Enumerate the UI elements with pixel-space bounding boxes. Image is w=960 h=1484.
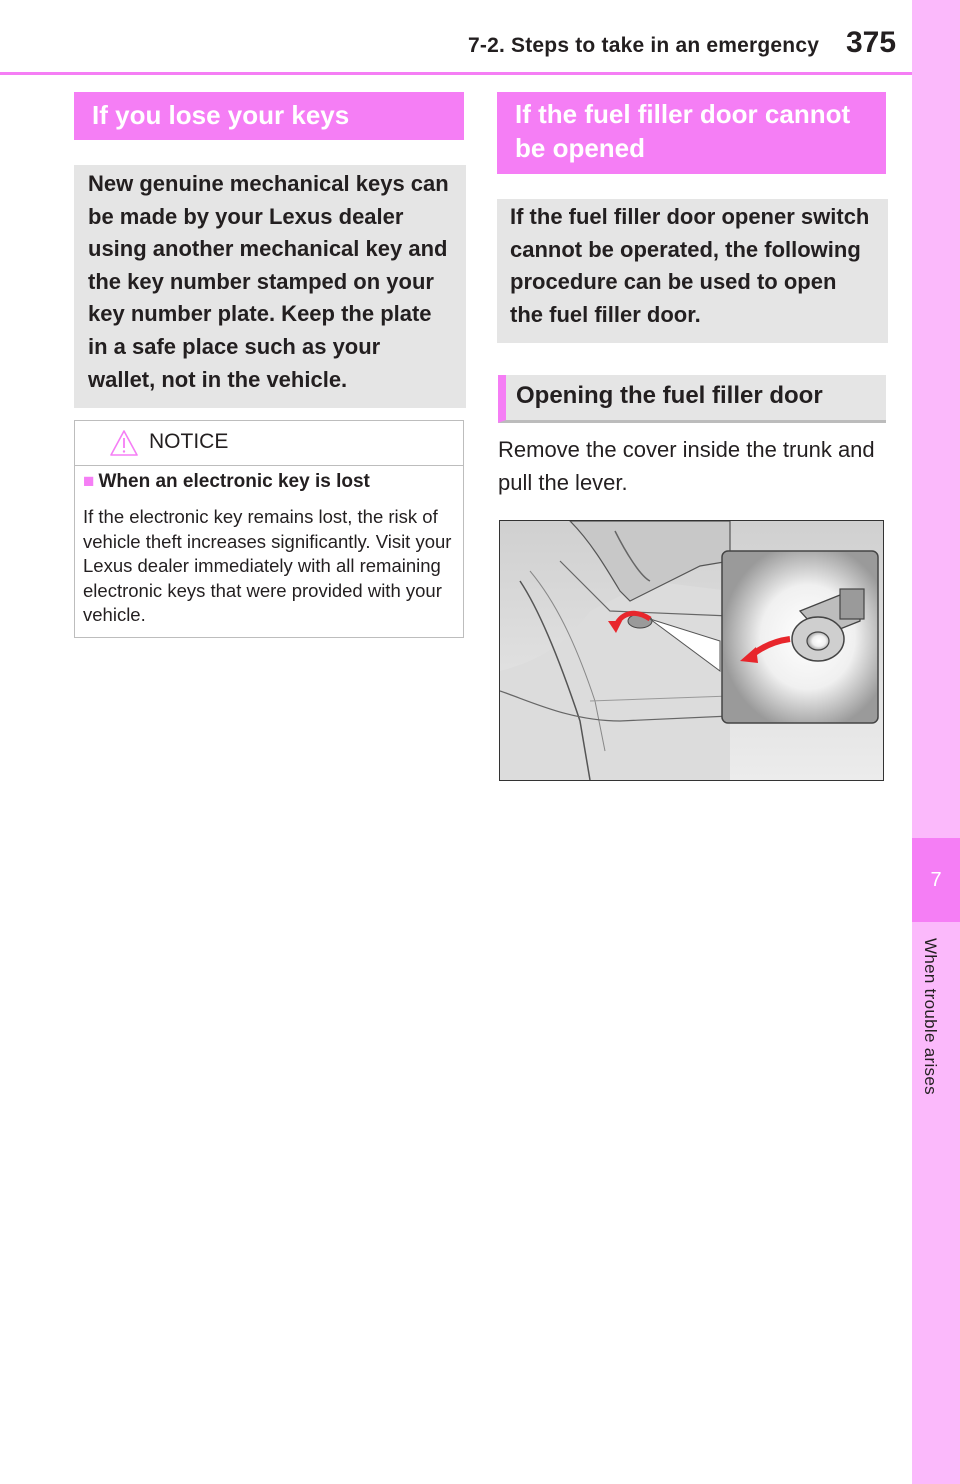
- notice-body: If the electronic key remains lost, the risk of vehicle theft increases significantly. Visit your Lexus dealer immediately with all remaining electronic keys that were provided with your vehicle.: [83, 506, 452, 625]
- notice-subtitle-text: When an electronic key is lost: [98, 471, 370, 492]
- notice-header: [75, 421, 463, 466]
- opening-fuel-door-subheading: Opening the fuel filler door: [498, 375, 886, 423]
- lost-keys-info-box: [74, 165, 466, 408]
- fuel-door-info-box: [497, 199, 888, 343]
- fuel-door-info-text: If the fuel filler door opener switch cannot be operated, the following procedure can be used to open the fuel filler door.: [510, 204, 870, 327]
- notice-title: NOTICE: [149, 430, 229, 453]
- notice-box: [74, 420, 464, 638]
- page-number: 375: [846, 26, 897, 59]
- header-rule: [0, 72, 912, 75]
- chapter-number-tab: 7: [912, 838, 960, 922]
- fuel-door-heading: If the fuel filler door cannot be opened: [497, 92, 886, 174]
- chapter-side-tab: [912, 0, 960, 1484]
- section-title: 7-2. Steps to take in an emergency: [468, 34, 820, 57]
- notice-subtitle: [83, 471, 370, 493]
- lost-keys-info-text: New genuine mechanical keys can be made by your Lexus dealer using another mechanical key and the key number stamped on your key number plate. Keep the plate in a safe place such as your wallet, not in the vehicle.: [88, 171, 449, 392]
- bullet-square-icon: ■: [83, 471, 95, 492]
- trunk-lever-illustration: [499, 520, 884, 781]
- lost-keys-heading: If you lose your keys: [74, 92, 464, 140]
- instruction-text: Remove the cover inside the trunk and pull the lever.: [498, 437, 875, 495]
- warning-triangle-icon: [109, 429, 139, 462]
- chapter-title: When trouble arises: [921, 938, 940, 1095]
